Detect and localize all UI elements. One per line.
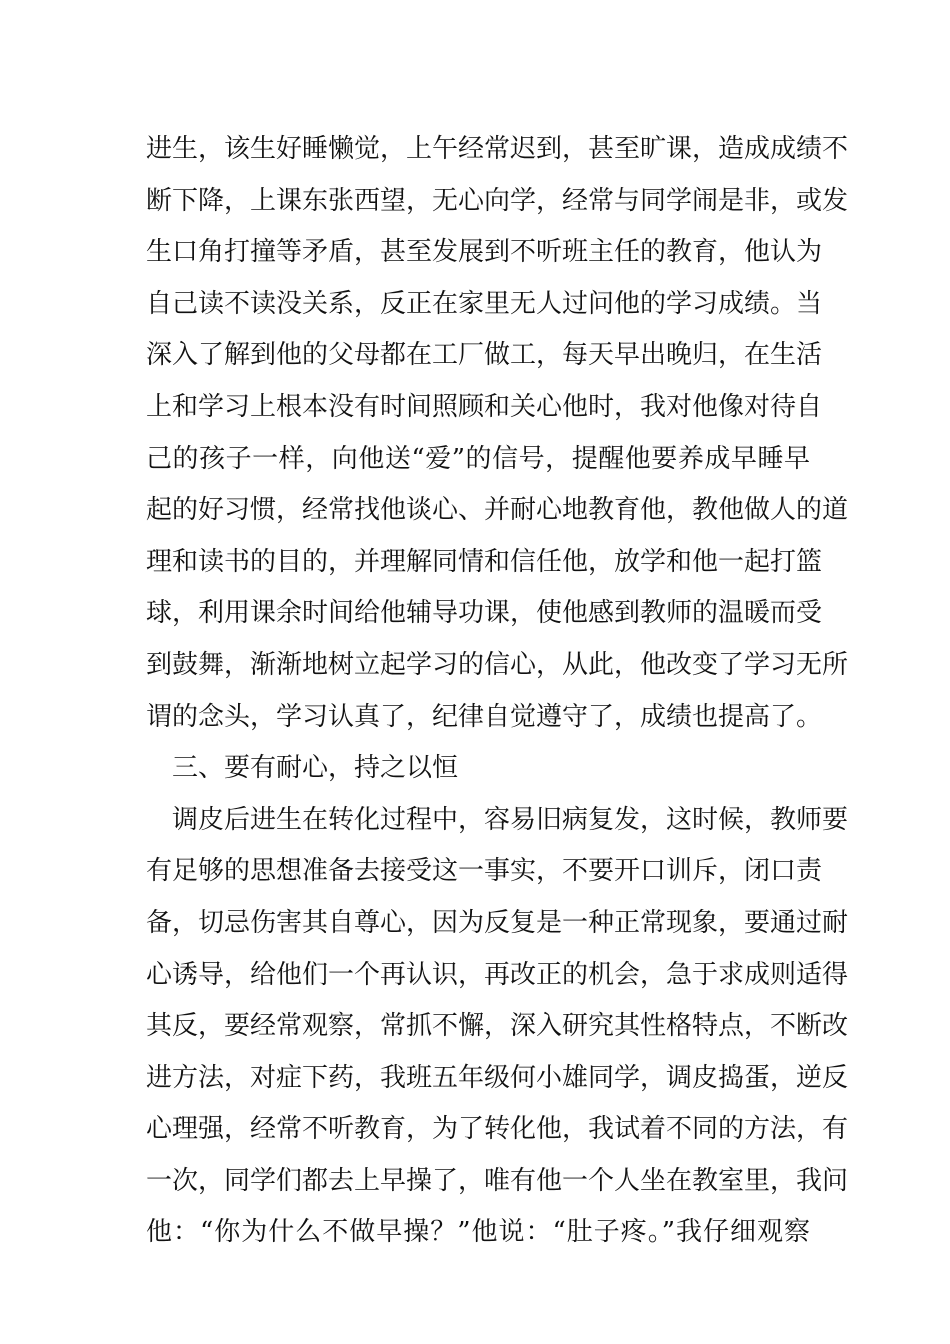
text-line: 进生，该生好睡懒觉，上午经常迟到，甚至旷课，造成成绩不 [146,134,849,164]
text-line: 其反，要经常观察，常抓不懈，深入研究其性格特点，不断改 [146,1011,849,1042]
section-heading: 三、要有耐心，持之以恒 [172,753,459,784]
text-line: 心诱导，给他们一个再认识，再改正的机会，急于求成则适得 [146,959,849,990]
text-line: 一次，同学们都去上早操了，唯有他一个人坐在教室里，我问 [146,1165,849,1196]
text-line: 到鼓舞，渐渐地树立起学习的信心，从此，他改变了学习无所 [146,649,849,680]
text-line: 深入了解到他的父母都在工厂做工，每天早出晚归，在生活 [146,340,823,371]
text-line: 起的好习惯，经常找他谈心、并耐心地教育他，教他做人的道 [146,495,849,526]
text-line: 调皮后进生在转化过程中，容易旧病复发，这时候，教师要 [172,804,849,835]
text-line: 球，利用课余时间给他辅导功课，使他感到教师的温暖而受 [146,598,823,629]
text-line: 他：“你为什么不做早操？”他说：“肚子疼。”我仔细观察 [146,1217,810,1248]
text-line: 生口角打撞等矛盾，甚至发展到不听班主任的教育，他认为 [146,237,823,268]
text-line: 断下降，上课东张西望，无心向学，经常与同学闹是非，或发 [146,185,849,216]
text-line: 备，切忌伤害其自尊心，因为反复是一种正常现象，要通过耐 [146,907,849,938]
text-line: 己的孩子一样，向他送“爱”的信号，提醒他要养成早睡早 [146,443,810,474]
text-line: 有足够的思想准备去接受这一事实，不要开口训斥，闭口责 [146,856,823,887]
text-line: 进方法，对症下药，我班五年级何小雄同学，调皮捣蛋，逆反 [146,1062,849,1093]
text-line: 自己读不读没关系，反正在家里无人过问他的学习成绩。当 [146,288,823,319]
text-line: 谓的念头，学习认真了，纪律自觉遵守了，成绩也提高了。 [146,701,823,732]
text-line: 上和学习上根本没有时间照顾和关心他时，我对他像对待自 [146,391,823,422]
text-line: 心理强，经常不听教育，为了转化他，我试着不同的方法，有 [146,1114,849,1145]
body-text [146,124,849,1259]
text-line: 理和读书的目的，并理解同情和信任他，放学和他一起打篮 [146,546,823,577]
